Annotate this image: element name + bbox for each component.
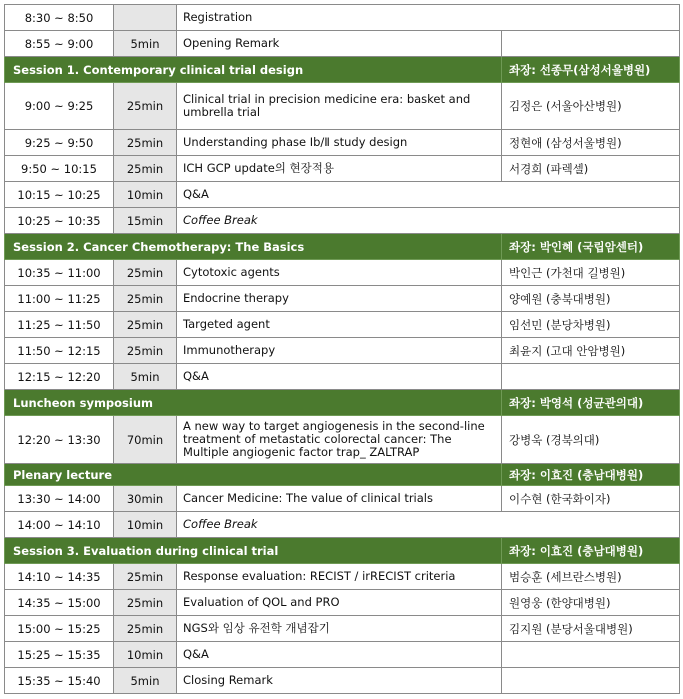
speaker-cell: 최윤지 (고대 안암병원) — [502, 338, 680, 364]
talk-title-cell: Response evaluation: RECIST / irRECIST criteria — [177, 564, 502, 590]
time-cell: 9:50 ~ 10:15 — [5, 156, 114, 182]
duration-cell: 25min — [114, 156, 177, 182]
session-title: Plenary lecture — [5, 464, 502, 486]
schedule-row — [5, 564, 680, 590]
session-chair: 좌장: 이효진 (충남대병원) — [502, 464, 680, 486]
session-header-row — [5, 390, 680, 416]
duration-cell: 70min — [114, 416, 177, 464]
session-chair: 좌장: 박인혜 (국립암센터) — [502, 234, 680, 260]
time-cell: 15:35 ~ 15:40 — [5, 668, 114, 694]
time-cell: 15:25 ~ 15:35 — [5, 642, 114, 668]
schedule-row — [5, 616, 680, 642]
schedule-row — [5, 182, 680, 208]
duration-cell: 5min — [114, 31, 177, 57]
talk-title-cell: Endocrine therapy — [177, 286, 502, 312]
schedule-row — [5, 364, 680, 390]
duration-cell — [114, 5, 177, 31]
time-cell: 12:15 ~ 12:20 — [5, 364, 114, 390]
time-cell: 10:25 ~ 10:35 — [5, 208, 114, 234]
duration-cell: 25min — [114, 564, 177, 590]
duration-cell: 25min — [114, 130, 177, 156]
time-cell: 10:15 ~ 10:25 — [5, 182, 114, 208]
session-header-row — [5, 464, 680, 486]
time-cell: 14:00 ~ 14:10 — [5, 512, 114, 538]
talk-title-cell: Evaluation of QOL and PRO — [177, 590, 502, 616]
session-header-row — [5, 57, 680, 83]
talk-title-cell: NGS와 임상 유전학 개념잡기 — [177, 616, 502, 642]
session-title: Session 3. Evaluation during clinical trial — [5, 538, 502, 564]
talk-title-cell: Q&A — [177, 364, 502, 390]
speaker-cell — [502, 668, 680, 694]
schedule-row — [5, 83, 680, 130]
duration-cell: 10min — [114, 512, 177, 538]
schedule-row — [5, 5, 680, 31]
time-cell: 14:35 ~ 15:00 — [5, 590, 114, 616]
talk-title-cell: Q&A — [177, 182, 680, 208]
session-title: Session 2. Cancer Chemotherapy: The Basics — [5, 234, 502, 260]
time-cell: 8:30 ~ 8:50 — [5, 5, 114, 31]
session-chair: 좌장: 이효진 (충남대병원) — [502, 538, 680, 564]
duration-cell: 25min — [114, 83, 177, 130]
talk-title-cell: Opening Remark — [177, 31, 502, 57]
time-cell: 11:50 ~ 12:15 — [5, 338, 114, 364]
schedule-row — [5, 31, 680, 57]
duration-cell: 10min — [114, 642, 177, 668]
speaker-cell — [502, 31, 680, 57]
talk-title-cell: Cytotoxic agents — [177, 260, 502, 286]
session-chair: 좌장: 선종무(삼성서울병원) — [502, 57, 680, 83]
speaker-cell: 서경희 (파렉셀) — [502, 156, 680, 182]
duration-cell: 5min — [114, 668, 177, 694]
time-cell: 9:00 ~ 9:25 — [5, 83, 114, 130]
speaker-cell: 임선민 (분당차병원) — [502, 312, 680, 338]
duration-cell: 25min — [114, 260, 177, 286]
time-cell: 10:35 ~ 11:00 — [5, 260, 114, 286]
time-cell: 14:10 ~ 14:35 — [5, 564, 114, 590]
talk-title-cell: Clinical trial in precision medicine era: basket and umbrella trial — [177, 83, 502, 130]
duration-cell: 25min — [114, 286, 177, 312]
time-cell: 12:20 ~ 13:30 — [5, 416, 114, 464]
speaker-cell: 이수현 (한국화이자) — [502, 486, 680, 512]
schedule-row — [5, 286, 680, 312]
talk-title-cell: ICH GCP update의 현장적용 — [177, 156, 502, 182]
time-cell: 11:25 ~ 11:50 — [5, 312, 114, 338]
session-chair: 좌장: 박영석 (성균관의대) — [502, 390, 680, 416]
speaker-cell — [502, 642, 680, 668]
session-title: Luncheon symposium — [5, 390, 502, 416]
duration-cell: 25min — [114, 338, 177, 364]
speaker-cell: 양예원 (충북대병원) — [502, 286, 680, 312]
schedule-row — [5, 312, 680, 338]
talk-title-cell: Cancer Medicine: The value of clinical trials — [177, 486, 502, 512]
talk-title-cell: Q&A — [177, 642, 502, 668]
schedule-row — [5, 642, 680, 668]
time-cell: 8:55 ~ 9:00 — [5, 31, 114, 57]
schedule-row — [5, 512, 680, 538]
session-header-row — [5, 538, 680, 564]
schedule-body — [5, 5, 680, 694]
schedule-row — [5, 590, 680, 616]
speaker-cell: 강병욱 (경북의대) — [502, 416, 680, 464]
speaker-cell: 정현애 (삼성서울병원) — [502, 130, 680, 156]
talk-title-cell: Registration — [177, 5, 680, 31]
talk-title-cell: Understanding phase Ⅰb/Ⅱ study design — [177, 130, 502, 156]
time-cell: 11:00 ~ 11:25 — [5, 286, 114, 312]
speaker-cell: 원영웅 (한양대병원) — [502, 590, 680, 616]
schedule-row — [5, 156, 680, 182]
schedule-row — [5, 486, 680, 512]
program-schedule-table — [4, 4, 680, 694]
time-cell: 13:30 ~ 14:00 — [5, 486, 114, 512]
time-cell: 9:25 ~ 9:50 — [5, 130, 114, 156]
speaker-cell: 범승훈 (세브란스병원) — [502, 564, 680, 590]
duration-cell: 30min — [114, 486, 177, 512]
speaker-cell: 김정은 (서울아산병원) — [502, 83, 680, 130]
session-title: Session 1. Contemporary clinical trial design — [5, 57, 502, 83]
duration-cell: 25min — [114, 312, 177, 338]
time-cell: 15:00 ~ 15:25 — [5, 616, 114, 642]
schedule-row — [5, 208, 680, 234]
schedule-row — [5, 338, 680, 364]
duration-cell: 25min — [114, 590, 177, 616]
schedule-row — [5, 130, 680, 156]
speaker-cell: 박인근 (가천대 길병원) — [502, 260, 680, 286]
talk-title-cell: Closing Remark — [177, 668, 502, 694]
speaker-cell — [502, 364, 680, 390]
duration-cell: 10min — [114, 182, 177, 208]
talk-title-cell: Targeted agent — [177, 312, 502, 338]
schedule-row — [5, 260, 680, 286]
schedule-row — [5, 668, 680, 694]
schedule-row — [5, 416, 680, 464]
session-header-row — [5, 234, 680, 260]
duration-cell: 15min — [114, 208, 177, 234]
duration-cell: 25min — [114, 616, 177, 642]
speaker-cell: 김지원 (분당서울대병원) — [502, 616, 680, 642]
talk-title-cell: Immunotherapy — [177, 338, 502, 364]
duration-cell: 5min — [114, 364, 177, 390]
talk-title-cell: Coffee Break — [177, 512, 680, 538]
talk-title-cell: A new way to target angiogenesis in the second-line treatment of metastatic colorectal cancer: The Multiple angiogenic factor trap_ ZALTRAP — [177, 416, 502, 464]
talk-title-cell: Coffee Break — [177, 208, 680, 234]
